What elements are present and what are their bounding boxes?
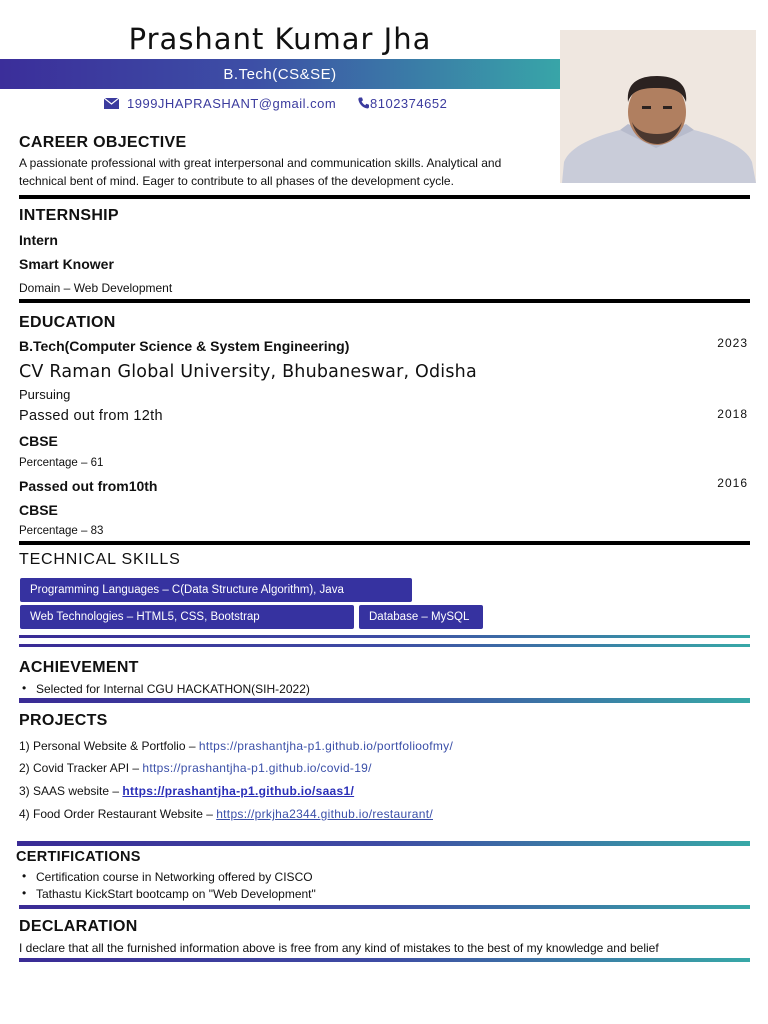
- certification-item: • Certification course in Networking offered by CISCO: [36, 870, 313, 884]
- candidate-name: Prashant Kumar Jha: [128, 22, 432, 56]
- achievement-item: • Selected for Internal CGU HACKATHON(SIH-2022): [36, 682, 310, 696]
- degree-year: 2023: [717, 336, 748, 350]
- career-objective-line-1: A passionate professional with great interpersonal and communication skills. Analytical and: [19, 156, 502, 170]
- section-divider: [19, 541, 750, 545]
- section-divider: [19, 958, 750, 962]
- education-degree: B.Tech(Computer Science & System Engineering): [19, 338, 350, 354]
- envelope-icon: [104, 97, 119, 112]
- internship-role: Intern: [19, 232, 58, 248]
- project-label: 4) Food Order Restaurant Website –: [19, 807, 217, 821]
- certification-item: • Tathastu KickStart bootcamp on "Web Development": [36, 887, 316, 901]
- project-link[interactable]: https://prashantjha-p1.github.io/saas1/: [122, 784, 355, 798]
- project-link[interactable]: https://prashantjha-p1.github.io/covid-19/: [142, 761, 372, 775]
- certifications-heading: CERTIFICATIONS: [16, 849, 141, 865]
- profile-photo: [560, 30, 756, 183]
- tenth-label: Passed out from10th: [19, 478, 158, 494]
- project-item: [19, 807, 433, 821]
- declaration-text: I declare that all the furnished information above is free from any kind of mistakes to the best of my knowledge and belief: [19, 941, 659, 955]
- section-divider: [17, 841, 750, 846]
- internship-domain: Domain – Web Development: [19, 281, 173, 295]
- education-status: Pursuing: [19, 387, 71, 402]
- twelfth-year: 2018: [717, 407, 748, 421]
- internship-company: Smart Knower: [19, 256, 114, 272]
- tenth-year: 2016: [717, 476, 748, 490]
- twelfth-percentage: Percentage – 61: [19, 457, 104, 469]
- skill-chip-database: Database – MySQL: [359, 605, 483, 629]
- email-text: 1999JHAPRASHANT@gmail.com: [127, 96, 337, 111]
- section-divider: [19, 905, 750, 909]
- project-item: [19, 739, 453, 753]
- declaration-heading: DECLARATION: [19, 918, 138, 935]
- tenth-board: CBSE: [19, 502, 58, 518]
- skill-chip-web: Web Technologies – HTML5, CSS, Bootstrap: [20, 605, 354, 629]
- section-divider: [19, 635, 750, 638]
- projects-heading: PROJECTS: [19, 712, 108, 729]
- section-divider: [19, 195, 750, 199]
- section-divider: [19, 698, 750, 703]
- career-objective-line-2: technical bent of mind. Eager to contribute to all phases of the development cycle.: [19, 174, 454, 188]
- phone-contact[interactable]: [358, 96, 447, 112]
- section-divider: [19, 644, 750, 647]
- degree-label: B.Tech(CS&SE): [223, 66, 337, 83]
- phone-icon: [358, 97, 369, 112]
- project-link[interactable]: https://prkjha2344.github.io/restaurant/: [216, 807, 433, 821]
- tenth-percentage: Percentage – 83: [19, 525, 104, 537]
- phone-text: 8102374652: [370, 96, 448, 111]
- technical-skills-heading: TECHNICAL SKILLS: [19, 551, 181, 568]
- project-item: [19, 761, 372, 775]
- skill-chip-languages: Programming Languages – C(Data Structure Algorithm), Java: [20, 578, 412, 602]
- internship-heading: INTERNSHIP: [19, 207, 119, 224]
- education-heading: EDUCATION: [19, 314, 116, 331]
- achievement-heading: ACHIEVEMENT: [19, 659, 139, 676]
- project-link[interactable]: https://prashantjha-p1.github.io/portfolioofmy/: [198, 739, 454, 753]
- university-name: CV Raman Global University, Bhubaneswar, Odisha: [19, 362, 477, 382]
- project-label: 3) SAAS website –: [19, 784, 123, 798]
- career-objective-heading: CAREER OBJECTIVE: [19, 134, 187, 151]
- project-label: 1) Personal Website & Portfolio –: [19, 739, 199, 753]
- email-contact[interactable]: [104, 96, 336, 112]
- project-label: 2) Covid Tracker API –: [19, 761, 143, 775]
- twelfth-board: CBSE: [19, 433, 58, 449]
- twelfth-label: Passed out from 12th: [19, 408, 163, 424]
- project-item: [19, 784, 354, 798]
- section-divider: [19, 299, 750, 303]
